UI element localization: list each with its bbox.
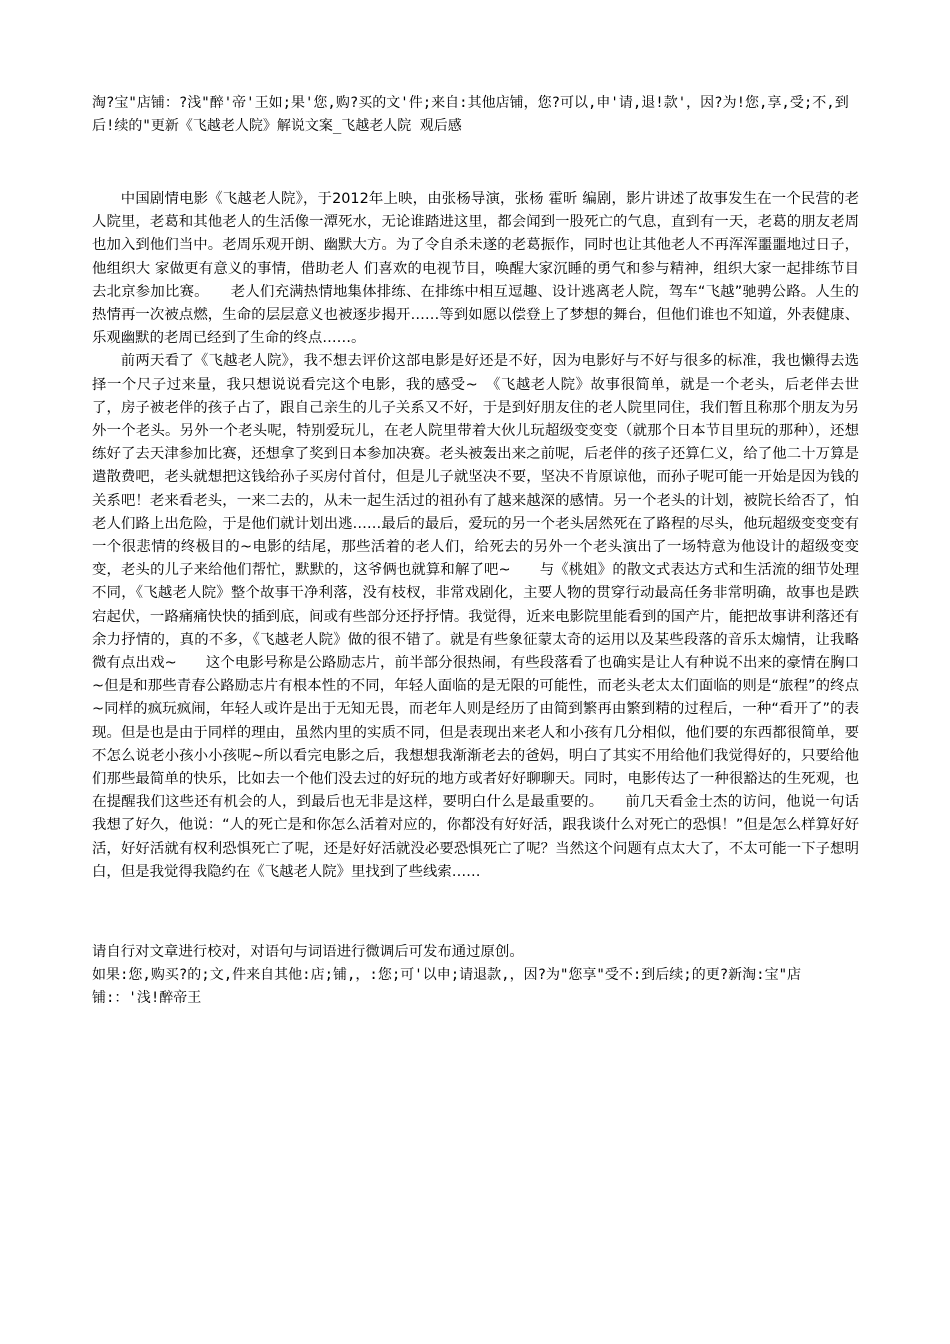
document-page bbox=[92, 92, 859, 1010]
paragraph-synopsis: 中国剧情电影《飞越老人院》，于2012年上映，由张杨导演，张杨 霍昕 编剧，影片讲述了故事发生在一个民营的老人院里，老葛和其他老人的生活像一潭死水，无论谁踏进这里，都会闻到一股死亡的气息，直到有一天，老葛的朋友老周也加入到他们当中。老周乐观开朗、幽默大方。为了令自杀未遂的老葛振作，同时也让其他老人不再浑浑噩噩地过日子，他组织大 家做更有意义的事情，借助老人 们喜欢的电视节目，唤醒大家沉睡的勇气和参与精神，组织大家一起排练节目去北京参加比赛。 老人们充满热情地集体排练、在排练中相互逗趣、设计逃离老人院，驾车“飞越”驰骋公路。人生的热情再一次被点燃，生命的层层意义也被逐步揭开……等到如愿以偿登上了梦想的舞台，但他们谁也不知道，外表健康、乐观幽默的老周已经到了生命的终点……。 bbox=[92, 191, 859, 347]
footer-instruction: 请自行对文章进行校对，对语句与词语进行微调后可发布通过原创。 bbox=[92, 944, 524, 961]
footer bbox=[92, 941, 859, 1010]
paragraph-review: 前两天看了《飞越老人院》，我不想去评价这部电影是好还是不好，因为电影好与不好与很多的标准，我也懒得去选择一个尺子过来量，我只想说说看完这个电影，我的感受~ 《飞越老人院》故事很简单，就是一个老头，后老伴去世了，房子被老伴的孩子占了，跟自己亲生的儿子关系又不好，于是到好朋友住的老人院里同住，我们暂且称那个朋友为另外一个老头。另外一个老头呢，特别爱玩儿，在老人院里带着大伙儿玩超级变变变（就那个日本节目里玩的那种），还想练好了去天津参加比赛，还想拿了奖到日本参加决赛。老头被轰出来之前呢，后老伴的孩子还算仁义，给了他二十万算是遣散费吧，老头就想把这钱给孙子买房付首付，但是儿子就坚决不要，坚决不肯原谅他，而孙子呢可能一开始是因为钱的关系吧！老来看老头，一来二去的，从未一起生活过的祖孙有了越来越深的感情。另一个老头的计划，被院长给否了，怕老人们路上出危险，于是他们就计划出逃……最后的最后，爱玩的另一个老头居然死在了路程的尽头，他玩超级变变变有一个很悲情的终极目的~电影的结尾，那些活着的老人们，给死去的另外一个老头演出了一场特意为他设计的超级变变变，老头的儿子来给他们帮忙，默默的，这爷俩也就算和解了吧~ 与《桃姐》的散文式表达方式和生活流的细节处理不同，《飞越老人院》整个故事干净利落，没有枝杈，非常戏剧化，主要人物的贯穿行动最高任务非常明确，故事也是跌宕起伏，一路痛痛快快的插到底，间或有些部分还抒抒情。我觉得，近来电影院里能看到的国产片，能把故事讲利落还有余力抒情的，真的不多，《飞越老人院》做的很不错了。就是有些象征蒙太奇的运用以及某些段落的音乐太煽情，让我略微有点出戏~ 这个电影号称是公路励志片，前半部分很热闹，有些段落看了也确实是让人有种说不出来的豪情在胸口~但是和那些青春公路励志片有根本性的不同，年轻人面临的是无限的可能性，而老头老太太们面临的则是“旅程”的终点~同样的疯玩疯闹，年轻人或许是出于无知无畏，而老年人则是经历了由简到繁再由繁到精的过程后，一种“看开了”的表现。但是也是由于同样的理由，虽然内里的实质不同，但是表现出来老人和小孩有几分相似，他们要的东西都很简单，要不怎么说老小孩小小孩呢~所以看完电影之后，我想想我渐渐老去的爸妈，明白了其实不用给他们我觉得好的，只要给他们那些最简单的快乐，比如去一个他们没去过的好玩的地方或者好好聊聊天。同时，电影传达了一种很豁达的生死观，也在提醒我们这些还有机会的人，到最后也无非是这样，要明白什么是最重要的。 前几天看金士杰的访问，他说一句话我想了好久，他说：“人的死亡是和你怎么活着对应的，你都没有好好活，跟我谈什么对死亡的恐惧！”但是怎么样算好好活，好好活就有权利恐惧死亡了呢，还是好好活就没必要恐惧死亡了呢？当然这个问题有点太大了，不太可能一下子想明白，但是我觉得我隐约在《飞越老人院》里找到了些线索…… bbox=[92, 353, 859, 880]
header-note: 淘?宝"店铺：?浅"醉'帝'王如;果'您,购?买的文'件;来自:其他店铺，您?可以,申'请,退!款'，因?为!您,享,受;不,到后!续的"更新《飞越老人院》解说文案_飞越老人院 观后感 bbox=[92, 95, 849, 134]
article-body bbox=[92, 188, 859, 884]
footer-note: 如果:您,购买?的;文,件来自其他:店;铺,，:您;可'以申;请退款,，因?为"您享"受不:到后续;的更?新淘:宝"店铺:：'浅!醉帝王 bbox=[92, 967, 802, 1007]
